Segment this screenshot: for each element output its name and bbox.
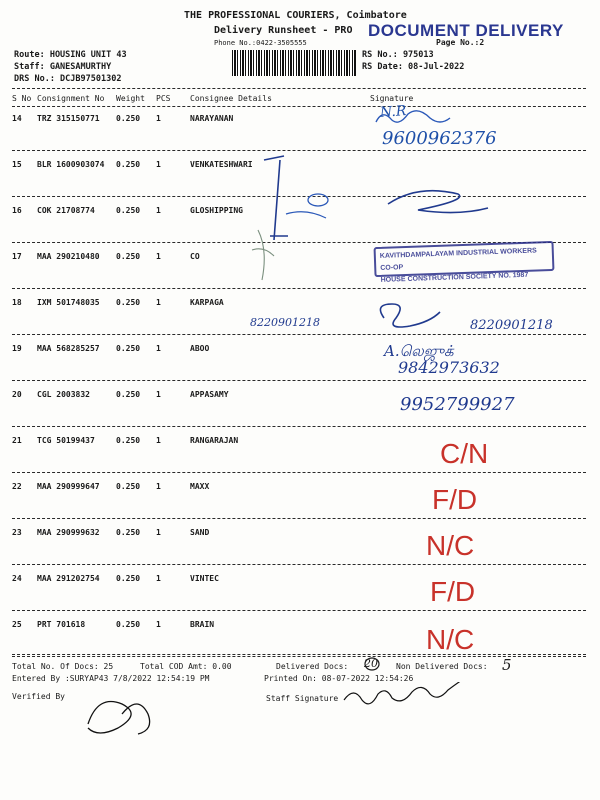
r19-phone: 9842973632 [398, 358, 500, 377]
delivered-docs-count: 20 [364, 657, 378, 670]
row-consignment-no: TCG 50199437 [37, 436, 95, 445]
r14-phone: 9600962376 [382, 128, 497, 149]
row-weight: 0.250 [116, 436, 141, 445]
drs-number: DRS No.: DCJB97501302 [14, 74, 122, 84]
row-weight: 0.250 [116, 114, 141, 123]
row-pcs: 1 [156, 528, 161, 537]
company-name: THE PROFESSIONAL COURIERS, Coimbatore [184, 10, 407, 21]
row-consignment-no: MAA 568285257 [37, 344, 100, 353]
row-consignee: CO [190, 252, 200, 261]
r14-name: N.R [379, 103, 407, 121]
row-pcs: 1 [156, 390, 161, 399]
r16-signature-stroke [388, 191, 488, 213]
row-sno: 20 [12, 390, 22, 399]
col-consignee: Consignee Details [190, 94, 272, 103]
row-pcs: 1 [156, 436, 161, 445]
staff-signature-label: Staff Signature [266, 694, 339, 703]
phone-number: Phone No.:0422-3505555 [214, 39, 307, 47]
row-consignee: BRAIN [190, 620, 215, 629]
row-weight: 0.250 [116, 482, 141, 491]
row-sno: 24 [12, 574, 22, 583]
row-consignment-no: IXM 501748035 [37, 298, 100, 307]
row-weight: 0.250 [116, 390, 141, 399]
r16-initial-stroke [308, 194, 328, 206]
verified-by-label: Verified By [12, 692, 65, 701]
row-consignment-no: CGL 2003832 [37, 390, 90, 399]
r18-phone-left: 8220901218 [250, 316, 320, 329]
col-signature: Signature [370, 94, 414, 103]
row-weight: 0.250 [116, 620, 141, 629]
r15-signature-stroke [264, 156, 288, 240]
row-sno: 18 [12, 298, 22, 307]
row-consignee: RANGARAJAN [190, 436, 239, 445]
total-cod: Total COD Amt: 0.00 [140, 662, 232, 671]
col-weight: Weight [116, 94, 145, 103]
row-sno: 22 [12, 482, 22, 491]
footer-rule [12, 654, 586, 655]
rs-date: RS Date: 08-Jul-2022 [362, 62, 465, 72]
row-consignee: VINTEC [190, 574, 219, 583]
r23-status: N/C [426, 530, 475, 561]
entered-by: Entered By :SURYAP43 7/8/2022 12:54:19 PM [12, 674, 210, 683]
row-weight: 0.250 [116, 206, 141, 215]
row-pcs: 1 [156, 344, 161, 353]
r20-phone: 9952799927 [400, 394, 515, 415]
row-consignee: MAXX [190, 482, 210, 491]
stamp-line-2: HOUSE CONSTRUCTION SOCIETY NO. 1987 [380, 271, 529, 284]
row-pcs: 1 [156, 574, 161, 583]
row-pcs: 1 [156, 298, 161, 307]
row-pcs: 1 [156, 160, 161, 169]
route: Route: HOUSING UNIT 43 [14, 50, 127, 60]
row-weight: 0.250 [116, 252, 141, 261]
r17-smudge [252, 230, 274, 280]
stamp-line-1: KAVITHDAMPALAYAM INDUSTRIAL WORKERS CO-OP [379, 247, 537, 272]
row-pcs: 1 [156, 252, 161, 261]
row-consignment-no: PRT 701618 [37, 620, 86, 629]
non-delivered-docs-label: Non Delivered Docs: [396, 662, 488, 671]
document-delivery-stamp: DOCUMENT DELIVERY [368, 21, 564, 40]
row-weight: 0.250 [116, 344, 141, 353]
row-consignment-no: MAA 290210480 [37, 252, 100, 261]
row-consignee: APPASAMY [190, 390, 229, 399]
staff-signature-mark [342, 682, 482, 706]
col-sno: S No [12, 94, 32, 103]
r18-phone-right: 8220901218 [470, 318, 553, 333]
row-consignment-no: MAA 290999632 [37, 528, 100, 537]
row-consignee: ABOO [190, 344, 210, 353]
r19-name: A.லெஜுக் [384, 342, 454, 360]
row-pcs: 1 [156, 114, 161, 123]
non-delivered-docs-count: 5 [502, 656, 512, 674]
delivered-docs-label: Delivered Docs: [276, 662, 349, 671]
col-consignment: Consignment No [37, 94, 105, 103]
row-weight: 0.250 [116, 528, 141, 537]
row-sno: 17 [12, 252, 22, 261]
row-sno: 25 [12, 620, 22, 629]
row-sno: 21 [12, 436, 22, 445]
row-consignment-no: BLR 1600903074 [37, 160, 105, 169]
row-consignee: NARAYANAN [190, 114, 234, 123]
printed-on: Printed On: 08-07-2022 12:54:26 [264, 674, 414, 683]
row-weight: 0.250 [116, 160, 141, 169]
row-consignee: GLOSHIPPING [190, 206, 243, 215]
row-pcs: 1 [156, 206, 161, 215]
runsheet-title: Delivery Runsheet - PRO [214, 25, 353, 36]
row-pcs: 1 [156, 482, 161, 491]
rs-number: RS No.: 975013 [362, 50, 434, 60]
row-sno: 14 [12, 114, 22, 123]
verified-signature [88, 702, 150, 735]
row-consignee: VENKATESHWARI [190, 160, 253, 169]
row-weight: 0.250 [116, 298, 141, 307]
row-sno: 16 [12, 206, 22, 215]
row-consignment-no: TRZ 315150771 [37, 114, 100, 123]
row-consignee: SAND [190, 528, 210, 537]
society-stamp [374, 241, 555, 284]
total-docs: Total No. Of Docs: 25 [12, 662, 114, 671]
row-sno: 19 [12, 344, 22, 353]
row-consignee: KARPAGA [190, 298, 224, 307]
row-sno: 23 [12, 528, 22, 537]
r25-status: N/C [426, 624, 475, 655]
row-weight: 0.250 [116, 574, 141, 583]
row-consignment-no: MAA 291202754 [37, 574, 100, 583]
staff-name: Staff: GANESAMURTHY [14, 62, 112, 72]
r21-status: C/N [440, 438, 489, 469]
page-number: Page No.:2 [436, 38, 485, 47]
r22-status: F/D [432, 484, 478, 515]
r18-signature-stroke [380, 304, 440, 327]
r24-status: F/D [430, 576, 476, 607]
col-pcs: PCS [156, 94, 171, 103]
row-sno: 15 [12, 160, 22, 169]
row-consignment-no: MAA 290999647 [37, 482, 100, 491]
row-pcs: 1 [156, 620, 161, 629]
row-consignment-no: COK 21708774 [37, 206, 95, 215]
